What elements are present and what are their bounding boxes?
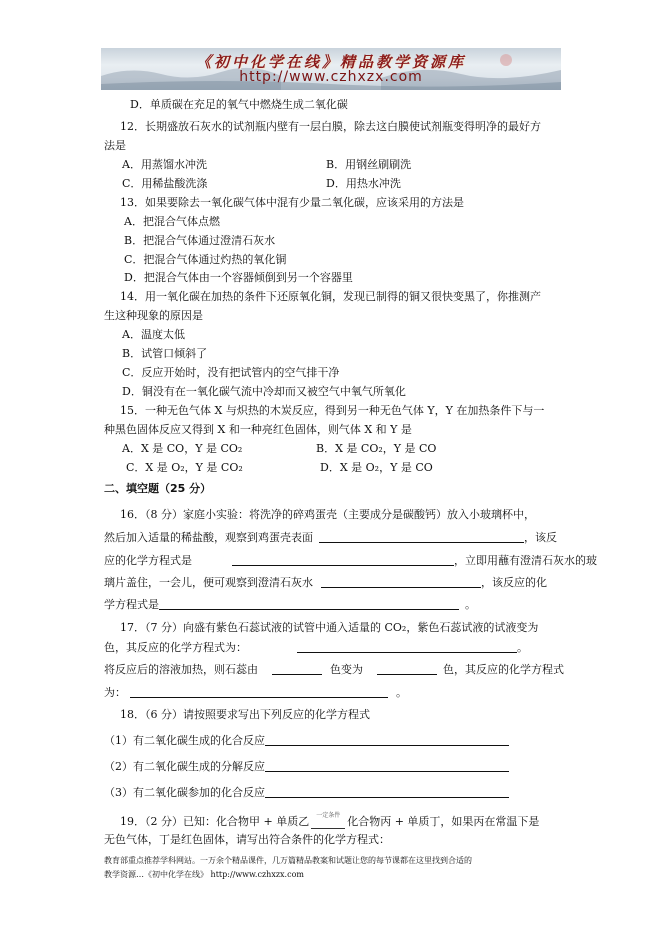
q14-option-d: D．铜没有在一氧化碳气流中冷却而又被空气中氧气所氧化	[122, 385, 406, 398]
q16-answer-blank-4[interactable]	[159, 598, 459, 610]
q13-option-b: B．把混合气体通过澄清石灰水	[124, 234, 276, 247]
q17-answer-blank-4[interactable]	[377, 663, 437, 675]
q16-answer-blank-3[interactable]	[321, 576, 481, 588]
q18-text: （2）有二氧化碳生成的分解反应	[104, 760, 265, 773]
footer-line-2	[104, 869, 304, 881]
q13-option-d: D．把混合气体由一个容器倾倒到另一个容器里	[124, 271, 353, 284]
site-title: 《初中化学在线》精品教学资源库	[195, 53, 466, 71]
q16-line-1: 16．（8 分）家庭小实验：将洗净的碎鸡蛋壳（主要成分是碳酸钙）放入小玻璃杯中，	[120, 508, 535, 521]
q16-text: 学方程式是	[104, 598, 159, 611]
q15-option-d: D．X 是 O₂，Y 是 CO	[320, 461, 433, 474]
q16-text: ，立即用蘸有澄清石灰水的玻	[454, 554, 597, 567]
q17-text: 。	[517, 641, 528, 654]
q17-text: 将反应后的溶液加热，则石蕊由	[104, 663, 258, 676]
q15-stem-cont: 种黑色固体反应又得到 X 和一种亮红色固体，则气体 X 和 Y 是	[104, 423, 412, 436]
q19-line-1	[120, 812, 539, 829]
q12-option-c: C．用稀盐酸洗涤	[122, 177, 208, 190]
header-banner	[101, 48, 561, 90]
q12-option-b: B．用钢丝刷刷洗	[326, 158, 412, 171]
q16-answer-blank-2[interactable]	[232, 554, 454, 566]
q14-option-a: A．温度太低	[122, 328, 185, 341]
q17-text: 色变为	[330, 663, 363, 676]
footer-link[interactable]: http://www.czhxzx.com	[210, 870, 304, 879]
q15-option-c: C．X 是 O₂，Y 是 CO₂	[126, 461, 243, 474]
q17-answer-blank-5[interactable]	[130, 686, 388, 698]
q17-answer-blank-1[interactable]	[297, 641, 407, 653]
q14-stem: 14．用一氧化碳在加热的条件下还原氧化铜，发现已制得的铜又很快变黑了，你推测产	[120, 290, 541, 303]
q16-text: ，该反	[524, 531, 557, 544]
q17-answer-blank-2[interactable]	[407, 641, 517, 653]
q18-text: （1）有二氧化碳生成的化合反应	[104, 734, 265, 747]
q12-stem-cont: 法是	[104, 139, 126, 152]
q18-text: （3）有二氧化碳参加的化合反应	[104, 786, 265, 799]
q13-option-c: C．把混合气体通过灼热的氧化铜	[124, 253, 287, 266]
q19-line-2: 无色气体，丁是红色固体，请写出符合条件的化学方程式：	[104, 833, 390, 846]
q16-line-4	[104, 576, 547, 590]
q13-option-a: A．把混合气体点燃	[124, 215, 220, 228]
footer-line-1: 教育部重点推荐学科网站。一万余个精品课件，几万篇精品教案和试题让您的每节课都在这里找到合适的	[104, 856, 472, 865]
q13-stem: 13．如果要除去一氧化碳气体中混有少量二氧化碳，应该采用的方法是	[120, 196, 464, 209]
q14-option-c: C．反应开始时，没有把试管内的空气排干净	[122, 366, 340, 379]
footer-text: 教学资源…《初中化学在线》	[104, 870, 208, 879]
q17-text: 色，其反应的化学方程式为：	[104, 641, 247, 654]
q17-answer-blank-3[interactable]	[272, 663, 322, 675]
q15-option-b: B．X 是 CO₂，Y 是 CO	[316, 442, 437, 455]
section-title-fill-in: 二、填空题（25 分）	[104, 482, 212, 495]
q17-text: 色，其反应的化学方程式	[443, 663, 564, 676]
site-url[interactable]: http://www.czhxzx.com	[239, 69, 423, 85]
q18-item-3	[104, 786, 509, 800]
q16-line-2	[104, 531, 557, 545]
q16-text: 璃片盖住，一会儿，便可观察到澄清石灰水	[104, 576, 313, 589]
q19-text: 19．（2 分）已知：化合物甲 + 单质乙	[120, 815, 310, 828]
q16-line-3	[104, 554, 597, 568]
q14-option-b: B．试管口倾斜了	[122, 347, 208, 360]
q17-text: 。	[396, 686, 407, 699]
q18-stem: 18．（6 分）请按照要求写出下列反应的化学方程式	[120, 708, 370, 721]
q16-line-5	[104, 598, 476, 612]
q12-option-a: A．用蒸馏水冲洗	[122, 158, 207, 171]
q12-option-d: D．用热水冲洗	[326, 177, 401, 190]
q18-answer-blank-3[interactable]	[265, 786, 509, 798]
q16-text: 然后加入适量的稀盐酸，观察到鸡蛋壳表面	[104, 531, 313, 544]
q16-text: 应的化学方程式是	[104, 554, 192, 567]
reaction-condition-arrow	[311, 812, 345, 829]
q14-stem-cont: 生这种现象的原因是	[104, 309, 203, 322]
q17-line-1: 17．（7 分）向盛有紫色石蕊试液的试管中通入适量的 CO₂，紫色石蕊试液的试液变为	[120, 621, 539, 634]
q15-stem: 15．一种无色气体 X 与炽热的木炭反应，得到另一种无色气体 Y，Y 在加热条件下与一	[120, 404, 545, 417]
q18-answer-blank-2[interactable]	[265, 760, 509, 772]
q16-text: ，该反应的化	[481, 576, 547, 589]
q12-stem: 12．长期盛放石灰水的试剂瓶内壁有一层白膜，除去这白膜使试剂瓶变得明净的最好方	[120, 120, 541, 133]
q18-item-2	[104, 760, 509, 774]
q17-line-3	[104, 663, 564, 677]
q18-item-1	[104, 734, 509, 748]
q11-option-d: D．单质碳在充足的氧气中燃烧生成二氧化碳	[130, 98, 348, 111]
q16-text: 。	[465, 598, 476, 611]
q17-text: 为：	[104, 686, 126, 699]
q17-line-2	[104, 641, 528, 655]
q17-line-4	[104, 686, 407, 700]
reaction-condition-label: 一定条件	[316, 812, 341, 819]
q15-option-a: A．X 是 CO，Y 是 CO₂	[122, 442, 243, 455]
q19-text: 化合物丙 + 单质丁，如果丙在常温下是	[347, 815, 540, 828]
q18-answer-blank-1[interactable]	[265, 734, 509, 746]
q16-answer-blank-1[interactable]	[319, 531, 524, 543]
